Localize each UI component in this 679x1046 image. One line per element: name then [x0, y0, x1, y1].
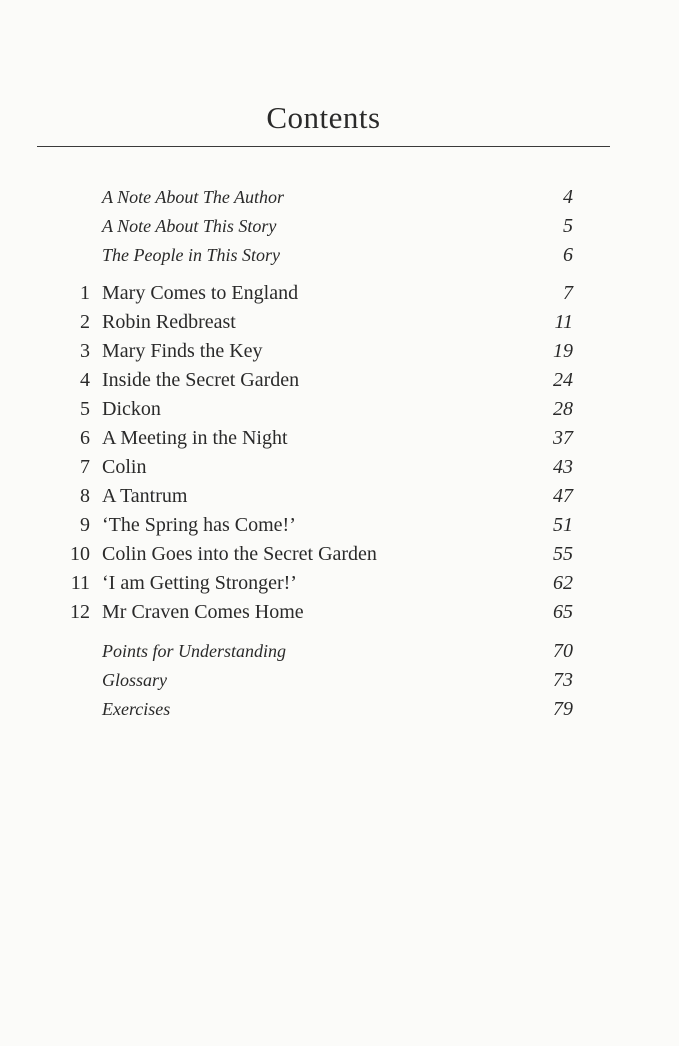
page-number: 55 — [553, 543, 573, 565]
entry-title: Mary Comes to England — [102, 282, 299, 304]
chapter-entry — [0, 279, 679, 308]
chapter-number: 2 — [80, 311, 90, 333]
page-number: 7 — [563, 282, 573, 304]
chapter-entry — [0, 366, 679, 395]
chapter-entry — [0, 482, 679, 511]
entry-title: The People in This Story — [102, 245, 280, 265]
page-number: 43 — [553, 456, 573, 478]
page-number: 11 — [554, 311, 573, 333]
entry-title: A Meeting in the Night — [102, 427, 288, 449]
chapter-entry — [0, 424, 679, 453]
entry-title: Exercises — [102, 699, 171, 719]
page-number: 65 — [553, 601, 573, 623]
chapter-number: 6 — [80, 427, 90, 449]
chapter-number: 8 — [80, 485, 90, 507]
entry-title: Dickon — [102, 398, 161, 420]
entry-title: Glossary — [102, 670, 168, 690]
page-number: 37 — [553, 427, 573, 449]
contents-entry — [0, 637, 679, 666]
contents-entry — [0, 241, 679, 270]
page-title: Contents — [266, 100, 381, 135]
chapter-entry — [0, 453, 679, 482]
chapter-number: 10 — [70, 543, 90, 565]
chapter-number: 11 — [70, 572, 90, 594]
entry-title: Colin Goes into the Secret Garden — [102, 543, 377, 565]
chapter-number: 12 — [70, 601, 90, 623]
chapter-entry — [0, 511, 679, 540]
page-number: 28 — [553, 398, 573, 420]
chapter-number: 4 — [80, 369, 90, 391]
page-number: 4 — [563, 186, 573, 208]
entry-title: A Note About This Story — [102, 216, 277, 236]
entry-title: Mr Craven Comes Home — [102, 601, 304, 623]
page-number: 47 — [553, 485, 573, 507]
contents-entry — [0, 666, 679, 695]
page-number: 79 — [553, 698, 573, 720]
chapter-entry — [0, 337, 679, 366]
chapter-entry — [0, 598, 679, 627]
chapter-number: 1 — [80, 282, 90, 304]
chapter-entry — [0, 395, 679, 424]
chapter-entry — [0, 569, 679, 598]
entry-title: ‘I am Getting Stronger!’ — [102, 572, 297, 594]
chapter-number: 5 — [80, 398, 90, 420]
chapter-entry — [0, 308, 679, 337]
page-number: 5 — [563, 215, 573, 237]
page-number: 73 — [553, 669, 573, 691]
chapter-entry — [0, 540, 679, 569]
contents-entry — [0, 695, 679, 724]
page-number: 19 — [553, 340, 573, 362]
chapter-number: 9 — [80, 514, 90, 536]
chapter-number: 3 — [80, 340, 90, 362]
page-number: 6 — [563, 244, 573, 266]
contents-entry — [0, 183, 679, 212]
entry-title: Inside the Secret Garden — [102, 369, 300, 391]
chapter-number: 7 — [80, 456, 90, 478]
page-number: 24 — [553, 369, 573, 391]
page-number: 70 — [553, 640, 573, 662]
title-rule — [37, 146, 610, 147]
entry-title: Points for Understanding — [102, 641, 287, 661]
entry-title: Colin — [102, 456, 147, 478]
contents-entry — [0, 212, 679, 241]
entry-title: ‘The Spring has Come!’ — [102, 514, 296, 536]
entry-title: Mary Finds the Key — [102, 340, 263, 362]
page-number: 62 — [553, 572, 573, 594]
page-number: 51 — [553, 514, 573, 536]
entry-title: Robin Redbreast — [102, 311, 236, 333]
entry-title: A Note About The Author — [102, 187, 285, 207]
entry-title: A Tantrum — [102, 485, 188, 507]
